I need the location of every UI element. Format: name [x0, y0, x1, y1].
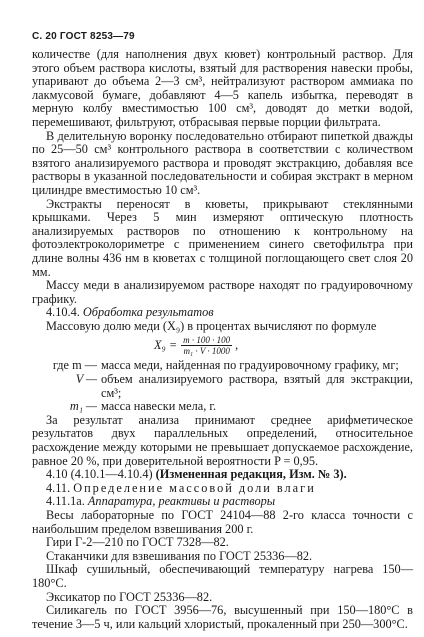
legend-v	[32, 373, 413, 400]
amendment-note: (Измененная редакция, Изм. № 3).	[155, 467, 347, 482]
paragraph-calibration: Массу меди в анализируемом растворе находят по градуировочному графику.	[32, 278, 413, 306]
formula-lhs: X₉ =	[154, 338, 178, 353]
paragraph-silica-gel: Силикагель по ГОСТ 3956—76, высушенный при 150—180°С в течение 3—5 ч, или кальций хлористый, прокаленный при 250—300°С.	[32, 603, 413, 631]
section-title: Определение массовой доли влаги	[73, 480, 316, 495]
legend-v-symbol: V —	[75, 372, 97, 387]
paragraph-drying-oven: Шкаф сушильный, обеспечивающий температуру нагрева 150—180°С.	[32, 562, 413, 590]
paragraph-extraction: В делительную воронку последовательно отбирают пипеткой дважды по 25—50 см³ контрольного раствора в соответствии с количеством взятого анализируемого раствора и проводят экстракцию, добавляя все растворы в указанной последовательности и собирая экстракт в мерном цилиндре вместимостью 10 см³.	[32, 128, 413, 197]
section-4-11-1a	[32, 495, 413, 509]
amendment-range: 4.10 (4.10.1—4.10.4)	[46, 467, 153, 482]
legend-m1	[32, 400, 413, 414]
section-number: 4.11.	[46, 480, 71, 495]
paragraph-desiccator: Эксикатор по ГОСТ 25336—82.	[46, 589, 213, 604]
formula-tail: ,	[235, 338, 239, 353]
section-number: 4.11.1а.	[46, 494, 85, 509]
copper-formula	[32, 335, 413, 356]
formula-fraction	[181, 335, 232, 356]
paragraph-control-solution: количестве (для наполнения двух кювет) контрольный раствор. Для этого объем раствора кислоты, взятый для растворения навески пробы, упаривают до объема 2—3 см³, нейтрализуют раствором аммиака по лакмусовой бумаге, добавляют 4—5 капель избытка, переводят в мерную колбу вместимостью 100 см³, доводят до метки водой, перемешивают, фильтруют, отбрасывая первые порции фильтрата.	[32, 47, 413, 129]
legend-m-text: масса меди, найденная по градуировочному графику, мг;	[101, 358, 399, 373]
section-4-10-4	[32, 306, 413, 320]
legend-v-text: объем анализируемого раствора, взятый для экстракции, см³;	[101, 372, 413, 400]
section-4-11	[32, 482, 413, 496]
paragraph-formula-intro: Массовую долю меди (X₉) в процентах вычисляют по формуле	[46, 318, 377, 333]
paragraph-scales: Весы лабораторные по ГОСТ 24104—88 2-го класса точности с наибольшим пределом взвешивания 200 г.	[32, 508, 413, 536]
formula-denominator: m₁ · V · 1000	[183, 346, 230, 357]
legend-m	[32, 359, 413, 373]
document-body	[32, 48, 413, 631]
paragraph-weights: Гири Г-2—210 по ГОСТ 7328—82.	[46, 535, 229, 550]
paragraph-weighing-cups: Стаканчики для взвешивания по ГОСТ 25336—82.	[46, 548, 313, 563]
legend-m1-text: масса навески мела, г.	[101, 399, 217, 414]
paragraph-amendment	[32, 468, 413, 482]
page-header: С. 20 ГОСТ 8253—79	[32, 31, 135, 42]
legend-m1-symbol: m₁ —	[69, 399, 97, 414]
section-title: Аппаратура, реактивы и растворы	[87, 494, 276, 509]
section-number: 4.10.4.	[46, 305, 80, 320]
formula-numerator: m · 100 · 100	[183, 335, 231, 346]
legend-m-symbol: где m —	[52, 358, 97, 373]
section-title: Обработка результатов	[82, 305, 214, 320]
paragraph-result: За результат анализа принимают среднее арифметическое результатов двух параллельных определений, относительное расхождение между которыми не превышает допускаемое расхождение, равное 20 %, при доверительной вероятности P = 0,95.	[32, 412, 413, 468]
paragraph-cuvettes: Экстракты переносят в кюветы, прикрывают стеклянными крышками. Через 5 мин измеряют оптическую плотность анализируемых растворов по отношению к контрольному на фотоэлектроколориметре с применением синего светофильтра при длине волны 436 нм в кюветах с толщиной поглощающего свет слоя 20 мм.	[32, 196, 413, 279]
